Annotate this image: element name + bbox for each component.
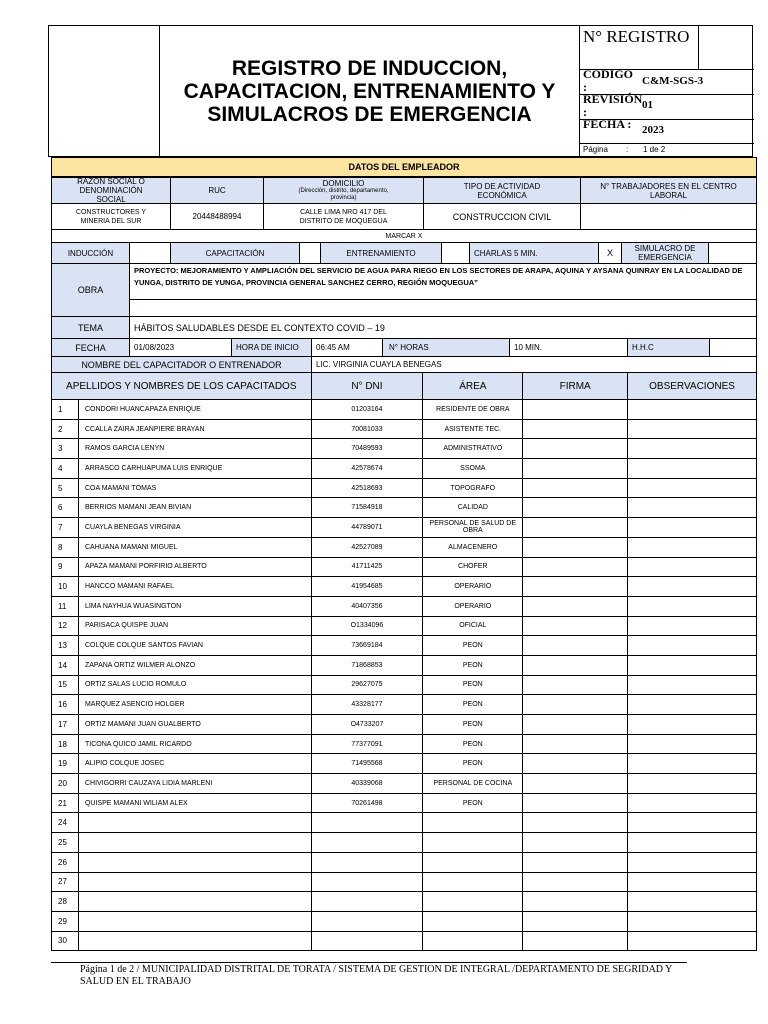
row-area: PEON — [423, 695, 523, 715]
table-row — [52, 537, 757, 557]
row-dni: 41711425 — [311, 557, 423, 577]
row-name — [78, 931, 311, 951]
row-observaciones[interactable] — [628, 754, 757, 774]
table-row — [52, 655, 757, 675]
capacitacion-label: CAPACITACIÓN — [170, 242, 300, 264]
row-name — [78, 833, 311, 853]
row-number: 20 — [52, 774, 79, 794]
obra-label: OBRA — [51, 263, 130, 317]
row-number: 8 — [52, 537, 79, 557]
table-row — [52, 813, 757, 833]
entrenamiento-checkbox[interactable] — [441, 242, 470, 264]
row-number: 11 — [52, 596, 79, 616]
row-area: PEON — [423, 675, 523, 695]
entrenamiento-label: ENTRENAMIENTO — [320, 242, 442, 264]
row-number: 30 — [52, 931, 79, 951]
row-area: PEON — [423, 793, 523, 813]
row-observaciones[interactable] — [628, 577, 757, 597]
row-area: OPERARIO — [423, 596, 523, 616]
row-dni: 40407356 — [311, 596, 423, 616]
row-name: APAZA MAMANI PORFIRIO ALBERTO — [78, 557, 311, 577]
table-row — [52, 774, 757, 794]
row-firma[interactable] — [523, 675, 628, 695]
row-number: 21 — [52, 793, 79, 813]
col-ruc: RUC — [170, 177, 264, 204]
simulacro-label: SIMULACRO DE EMERGENCIA — [621, 242, 709, 264]
revision-value: 01 — [642, 99, 653, 111]
row-dni: 41954685 — [311, 577, 423, 597]
row-firma[interactable] — [523, 754, 628, 774]
row-name: COLQUE COLQUE SANTOS FAVIAN — [78, 636, 311, 656]
row-observaciones[interactable] — [628, 911, 757, 931]
row-dni: 42518693 — [311, 478, 423, 498]
row-name: CAHUANA MAMANI MIGUEL — [78, 537, 311, 557]
table-row — [52, 400, 757, 420]
row-dni: O4733207 — [311, 715, 423, 735]
induccion-checkbox[interactable] — [129, 242, 171, 264]
row-area: OFICIAL — [423, 616, 523, 636]
title-text: REGISTRO DE INDUCCION, CAPACITACION, ENTRENAMIENTO Y SIMULACROS DE EMERGENCIA — [183, 56, 556, 126]
table-row — [52, 439, 757, 459]
hora-label: HORA DE INICIO — [231, 338, 312, 357]
row-name: PARISACA QUISPE JUAN — [78, 616, 311, 636]
row-firma[interactable] — [523, 459, 628, 479]
row-area: TOPOGRAFO — [423, 478, 523, 498]
row-observaciones[interactable] — [628, 498, 757, 518]
employer-section-title: DATOS DEL EMPLEADOR — [51, 157, 757, 177]
row-observaciones[interactable] — [628, 793, 757, 813]
row-number: 13 — [52, 636, 79, 656]
table-row — [52, 675, 757, 695]
table-row — [52, 695, 757, 715]
row-dni: 71868853 — [311, 655, 423, 675]
row-dni: 01203164 — [311, 400, 423, 420]
row-dni: 70081033 — [311, 419, 423, 439]
table-row — [52, 616, 757, 636]
capacitador-label: NOMBRE DEL CAPACITADOR O ENTRENADOR — [51, 356, 312, 373]
table-row — [52, 911, 757, 931]
hhc-value — [709, 338, 757, 357]
fecha-row-label: FECHA — [51, 338, 130, 357]
row-dni: 43328177 — [311, 695, 423, 715]
row-name: ORTIZ MAMANI JUAN GUALBERTO — [78, 715, 311, 735]
row-number: 9 — [52, 557, 79, 577]
row-observaciones[interactable] — [628, 518, 757, 538]
footer-rule — [51, 962, 687, 963]
row-number: 16 — [52, 695, 79, 715]
row-number: 29 — [52, 911, 79, 931]
row-area: RESIDENTE DE OBRA — [423, 400, 523, 420]
row-dni — [311, 833, 423, 853]
col-razon: RAZÓN SOCIAL O DENOMINACIÓN SOCIAL — [51, 177, 171, 204]
row-dni: 73669184 — [311, 636, 423, 656]
capacitacion-checkbox[interactable] — [299, 242, 321, 264]
row-dni — [311, 852, 423, 872]
row-observaciones[interactable] — [628, 813, 757, 833]
row-number: 17 — [52, 715, 79, 735]
tema-value: HÁBITOS SALUDABLES DESDE EL CONTEXTO COVID – 19 — [129, 316, 757, 339]
row-area: CALIDAD — [423, 498, 523, 518]
row-firma[interactable] — [523, 833, 628, 853]
tema-label: TEMA — [51, 316, 130, 339]
row-firma[interactable] — [523, 931, 628, 951]
fecha-row-value: 01/08/2023 — [129, 338, 232, 357]
row-observaciones[interactable] — [628, 655, 757, 675]
row-name: ORTIZ SALAS LUCIO ROMULO — [78, 675, 311, 695]
row-name: CONDORI HUANCAPAZA ENRIQUE — [78, 400, 311, 420]
row-number: 6 — [52, 498, 79, 518]
row-firma[interactable] — [523, 852, 628, 872]
row-dni: 42578674 — [311, 459, 423, 479]
capacitador-value: LIC. VIRGINIA CUAYLA BENEGAS — [311, 356, 757, 373]
header-dni: N° DNI — [311, 373, 423, 400]
row-firma[interactable] — [523, 577, 628, 597]
row-firma[interactable] — [523, 774, 628, 794]
row-area — [423, 892, 523, 912]
row-observaciones[interactable] — [628, 616, 757, 636]
row-firma[interactable] — [523, 498, 628, 518]
table-row — [52, 715, 757, 735]
table-row — [52, 577, 757, 597]
row-area — [423, 872, 523, 892]
row-firma[interactable] — [523, 537, 628, 557]
row-name — [78, 852, 311, 872]
row-number: 25 — [52, 833, 79, 853]
hora-value: 06:45 AM — [311, 338, 383, 357]
row-number: 2 — [52, 419, 79, 439]
row-observaciones[interactable] — [628, 675, 757, 695]
row-dni: 44789071 — [311, 518, 423, 538]
charlas-label: CHARLAS 5 MIN. — [469, 242, 599, 264]
row-area: PEON — [423, 715, 523, 735]
col-trabajadores: N° TRABAJADORES EN EL CENTRO LABORAL — [580, 177, 757, 204]
table-row — [52, 636, 757, 656]
row-firma[interactable] — [523, 478, 628, 498]
row-area — [423, 911, 523, 931]
obra-value: PROYECTO: MEJORAMIENTO Y AMPLIACIÓN DEL SERVICIO DE AGUA PARA RIEGO EN LOS SECTORES DE ARAPA, AQUINA Y AYSANA QUINRAY EN LA LOCALIDAD DE YUNGA, DISTRITO DE YUNGA, PROVINCIA GENERAL SANCHEZ CERRO, REGIÓN MOQUEGUA” — [129, 263, 757, 300]
row-name — [78, 872, 311, 892]
row-firma[interactable] — [523, 813, 628, 833]
row-observaciones[interactable] — [628, 636, 757, 656]
row-dni — [311, 813, 423, 833]
row-observaciones[interactable] — [628, 872, 757, 892]
table-row — [52, 557, 757, 577]
row-name: LIMA NAYHUA WUASINGTON — [78, 596, 311, 616]
ruc-value: 20448488994 — [170, 203, 264, 230]
row-observaciones[interactable] — [628, 931, 757, 951]
simulacro-checkbox[interactable] — [708, 242, 757, 264]
row-number: 5 — [52, 478, 79, 498]
row-number: 1 — [52, 400, 79, 420]
domicilio-value: CALLE LIMA NRO 417 DEL DISTRITO DE MOQUEGUA — [263, 203, 424, 230]
row-observaciones[interactable] — [628, 419, 757, 439]
row-name — [78, 911, 311, 931]
table-row — [52, 833, 757, 853]
document-title — [159, 25, 580, 157]
hhc-label: H.H.C — [627, 338, 710, 357]
row-observaciones[interactable] — [628, 478, 757, 498]
row-number: 12 — [52, 616, 79, 636]
row-dni: O1334096 — [311, 616, 423, 636]
row-firma[interactable] — [523, 616, 628, 636]
row-dni — [311, 911, 423, 931]
row-observaciones[interactable] — [628, 695, 757, 715]
trabajadores-value — [580, 203, 757, 230]
header-observaciones: OBSERVACIONES — [628, 373, 757, 400]
pagina-sep: : — [626, 145, 629, 154]
row-name: ALIPIO COLQUE JOSEC — [78, 754, 311, 774]
row-name: TICONA QUICO JAMIL RICARDO — [78, 734, 311, 754]
row-firma[interactable] — [523, 793, 628, 813]
row-area: OPERARIO — [423, 577, 523, 597]
row-name: QUISPE MAMANI WILIAM ALEX — [78, 793, 311, 813]
row-dni — [311, 892, 423, 912]
row-observaciones[interactable] — [628, 400, 757, 420]
row-firma[interactable] — [523, 911, 628, 931]
row-observaciones[interactable] — [628, 892, 757, 912]
row-number: 18 — [52, 734, 79, 754]
row-name: RAMOS GARCIA LENYN — [78, 439, 311, 459]
row-firma[interactable] — [523, 734, 628, 754]
row-number: 10 — [52, 577, 79, 597]
row-area: PEON — [423, 754, 523, 774]
pagina-value: 1 de 2 — [643, 145, 666, 154]
row-observaciones[interactable] — [628, 852, 757, 872]
table-row — [52, 872, 757, 892]
table-row — [52, 793, 757, 813]
row-number: 4 — [52, 459, 79, 479]
col-actividad: TIPO DE ACTIVIDAD ECONÓMICA — [423, 177, 581, 204]
pagina-label: Página — [583, 145, 608, 154]
row-name — [78, 892, 311, 912]
razon-value: CONSTRUCTORES Y MINERIA DEL SUR — [51, 203, 171, 230]
row-firma[interactable] — [523, 872, 628, 892]
row-area: CHOFER — [423, 557, 523, 577]
table-row — [52, 754, 757, 774]
header-firma: FIRMA — [523, 373, 628, 400]
row-firma[interactable] — [523, 715, 628, 735]
row-name: BERRIOS MAMANI JEAN BIVIAN — [78, 498, 311, 518]
row-area — [423, 813, 523, 833]
obra-blank-line — [129, 299, 757, 317]
charlas-checkbox[interactable]: X — [598, 242, 622, 264]
row-firma[interactable] — [523, 439, 628, 459]
row-dni: 71584918 — [311, 498, 423, 518]
registro-box — [579, 25, 753, 157]
row-area — [423, 833, 523, 853]
table-row — [52, 498, 757, 518]
table-row — [52, 478, 757, 498]
actividad-value: CONSTRUCCION CIVIL — [423, 203, 581, 230]
row-dni: 77377091 — [311, 734, 423, 754]
row-observaciones[interactable] — [628, 459, 757, 479]
table-header-row — [52, 373, 757, 400]
table-row — [52, 596, 757, 616]
row-observaciones[interactable] — [628, 439, 757, 459]
row-area: ADMINISTRATIVO — [423, 439, 523, 459]
row-dni: 70261498 — [311, 793, 423, 813]
row-observaciones[interactable] — [628, 715, 757, 735]
horas-label: N° HORAS — [382, 338, 510, 357]
row-dni — [311, 931, 423, 951]
row-firma[interactable] — [523, 596, 628, 616]
row-firma[interactable] — [523, 892, 628, 912]
row-area: ALMACENERO — [423, 537, 523, 557]
row-area: SSOMA — [423, 459, 523, 479]
fecha-value: 2023 — [642, 124, 664, 136]
row-dni: 70489593 — [311, 439, 423, 459]
row-area: PERSONAL DE SALUD DE OBRA — [423, 518, 523, 538]
row-dni: 42527089 — [311, 537, 423, 557]
codigo-value: C&M-SGS-3 — [642, 75, 704, 87]
row-number: 15 — [52, 675, 79, 695]
table-row — [52, 852, 757, 872]
row-name: ZAPANA ORTIZ WILMER ALONZO — [78, 655, 311, 675]
row-number: 19 — [52, 754, 79, 774]
row-observaciones[interactable] — [628, 557, 757, 577]
logo-box — [48, 25, 160, 157]
row-area — [423, 931, 523, 951]
table-row — [52, 931, 757, 951]
marcar-label: MARCAR X — [51, 229, 757, 243]
row-name — [78, 813, 311, 833]
row-dni — [311, 872, 423, 892]
table-row — [52, 892, 757, 912]
row-name: HANCCO MAMANI RAFAEL — [78, 577, 311, 597]
fecha-label: FECHA : — [583, 117, 632, 131]
revision-label: REVISIÓN : — [583, 92, 643, 119]
horas-value: 10 MIN. — [509, 338, 628, 357]
row-number: 7 — [52, 518, 79, 538]
row-number: 26 — [52, 852, 79, 872]
codigo-label: CODIGO : — [583, 67, 634, 94]
footer-text: Página 1 de 2 / MUNICIPALIDAD DISTRITAL DE TORATA / SISTEMA DE GESTION DE INTEGRAL /DEPARTAMENTO DE SEGRIDAD Y SALUD EN EL TRABAJO — [80, 964, 672, 987]
row-area: PEON — [423, 655, 523, 675]
row-firma[interactable] — [523, 419, 628, 439]
row-firma[interactable] — [523, 655, 628, 675]
row-firma[interactable] — [523, 557, 628, 577]
row-dni: 29627075 — [311, 675, 423, 695]
row-observaciones[interactable] — [628, 833, 757, 853]
row-area: PEON — [423, 734, 523, 754]
induccion-label: INDUCCIÓN — [51, 242, 130, 264]
table-row — [52, 734, 757, 754]
row-name: MARQUEZ ASENCIO HOLGER — [78, 695, 311, 715]
row-firma[interactable] — [523, 636, 628, 656]
row-area: PERSONAL DE COCINA — [423, 774, 523, 794]
row-number: 28 — [52, 892, 79, 912]
row-firma[interactable] — [523, 400, 628, 420]
row-area: ASISTENTE TEC. — [423, 419, 523, 439]
row-number: 27 — [52, 872, 79, 892]
header-names: APELLIDOS Y NOMBRES DE LOS CAPACITADOS — [52, 373, 312, 400]
row-name: ARRASCO CARHUAPUMA LUIS ENRIQUE — [78, 459, 311, 479]
row-dni: 40339068 — [311, 774, 423, 794]
row-firma[interactable] — [523, 695, 628, 715]
row-number: 3 — [52, 439, 79, 459]
row-number: 14 — [52, 655, 79, 675]
row-name: CUAYLA BENEGAS VIRGINIA — [78, 518, 311, 538]
col-domicilio: DOMICILIO (Dirección, distrito, departamento, provincia) — [263, 177, 424, 204]
row-observaciones[interactable] — [628, 537, 757, 557]
row-name: CHIVIGORRI CAUZAYA LIDIA MARLENI — [78, 774, 311, 794]
attendees-table — [51, 372, 757, 951]
row-firma[interactable] — [523, 518, 628, 538]
header-area: ÁREA — [423, 373, 523, 400]
row-name: COA MAMANI TOMAS — [78, 478, 311, 498]
row-name: CCALLA ZAIRA JEANPIERE BRAYAN — [78, 419, 311, 439]
row-dni: 71495568 — [311, 754, 423, 774]
table-row — [52, 459, 757, 479]
no-registro-label: N° REGISTRO — [583, 26, 699, 69]
table-row — [52, 419, 757, 439]
row-number: 24 — [52, 813, 79, 833]
row-observaciones[interactable] — [628, 596, 757, 616]
row-observaciones[interactable] — [628, 774, 757, 794]
table-row — [52, 518, 757, 538]
row-area: PEON — [423, 636, 523, 656]
row-observaciones[interactable] — [628, 734, 757, 754]
row-area — [423, 852, 523, 872]
